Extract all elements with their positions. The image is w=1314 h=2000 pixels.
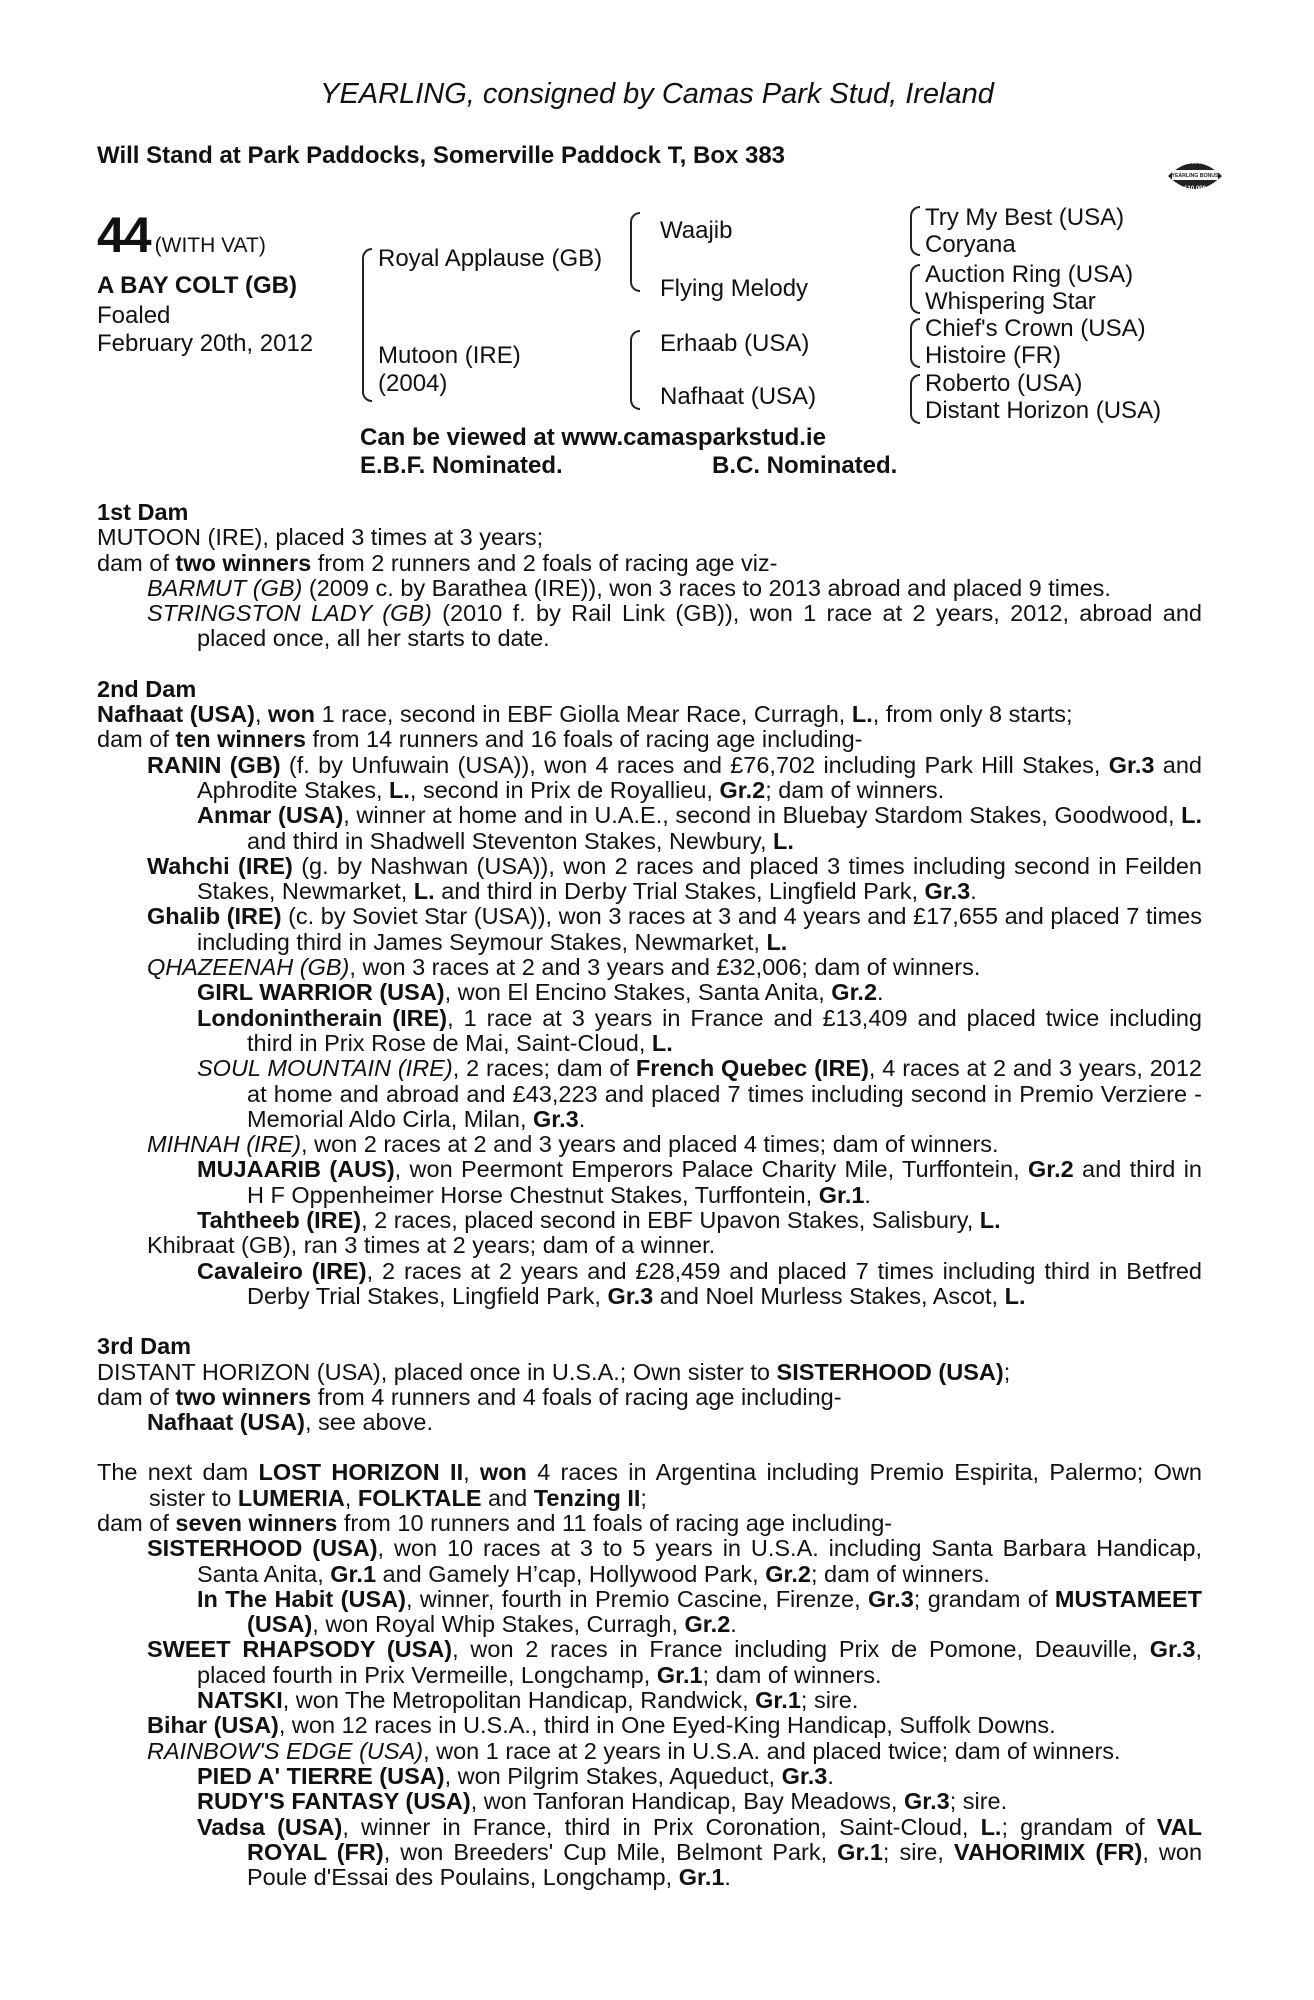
- pedigree-brace-main: [362, 248, 372, 402]
- list-item: Khibraat (GB), ran 3 times at 2 years; dam of a winner.: [147, 1232, 716, 1259]
- third-dam-produce-line: dam of two winners from 4 runners and 4 foals of racing age including-: [97, 1383, 842, 1410]
- horse-name: A BAY COLT (GB): [97, 272, 298, 299]
- badge-amount-text: £10,000: [1184, 186, 1206, 192]
- pedigree-notes: [97, 500, 1202, 1890]
- pedigree-ggs-8: Distant Horizon (USA): [925, 397, 1162, 424]
- pedigree-ggs-1: Try My Best (USA): [925, 204, 1125, 231]
- stand-location: Will Stand at Park Paddocks, Somerville Paddock T, Box 383: [97, 142, 786, 169]
- pedigree-brace-dam: [630, 330, 640, 410]
- list-item: MIHNAH (IRE), won 2 races at 2 and 3 years and placed 4 times; dam of winners.: [147, 1131, 999, 1158]
- second-dam-produce-line: dam of ten winners from 14 runners and 16 foals of racing age including-: [97, 726, 863, 753]
- pedigree-ggs-3: Auction Ring (USA): [925, 261, 1134, 288]
- yearling-bonus-badge-icon: [1164, 146, 1226, 208]
- pedigree-sire: Royal Applause (GB): [378, 245, 603, 272]
- pedigree-ggs-6: Histoire (FR): [925, 342, 1061, 369]
- list-item: Ghalib (IRE) (c. by Soviet Star (USA)), won 3 races at 3 and 4 years and £17,655 and placed 7 times including third in James Seymour Stakes, Newmarket, L.: [147, 903, 1202, 955]
- pedigree-dam-dam: Nafhaat (USA): [660, 383, 817, 410]
- second-dam-line: Nafhaat (USA), won 1 race, second in EBF Giolla Mear Race, Curragh, L., from only 8 starts;: [97, 701, 1073, 728]
- list-item: Anmar (USA), winner at home and in U.A.E., second in Bluebay Stardom Stakes, Goodwood, L. and third in Shadwell Steventon Stakes, Newbury, L.: [197, 802, 1203, 854]
- next-dam-produce-line: dam of seven winners from 10 runners and 11 foals of racing age including-: [97, 1509, 893, 1536]
- lot-number: 44: [97, 207, 151, 263]
- pedigree-dam: Mutoon (IRE): [378, 342, 521, 369]
- pedigree-sire-sire: Waajib: [660, 217, 733, 244]
- list-item: Cavaleiro (IRE), 2 races at 2 years and £28,459 and placed 7 times including third in Betfred Derby Trial Stakes, Lingfield Park, Gr.3 and Noel Murless Stakes, Ascot, L.: [197, 1257, 1202, 1309]
- list-item: QHAZEENAH (GB), won 3 races at 2 and 3 years and £32,006; dam of winners.: [147, 954, 981, 981]
- list-item: PIED A' TIERRE (USA), won Pilgrim Stakes, Aqueduct, Gr.3.: [197, 1762, 834, 1789]
- consignor-heading: YEARLING, consigned by Camas Park Stud, Ireland: [320, 78, 994, 110]
- badge-mid-text: YEARLING BONUS: [1171, 173, 1219, 179]
- list-item: Londonintherain (IRE), 1 race at 3 years in France and £13,409 and placed twice including third in Prix Rose de Mai, Saint-Cloud, L.: [197, 1004, 1203, 1056]
- list-item: STRINGSTON LADY (GB) (2010 f. by Rail Link (GB)), won 1 race at 2 years, 2012, abroad and placed once, all her starts to date.: [147, 600, 1203, 652]
- first-dam-title: 1st Dam: [97, 499, 189, 525]
- pedigree-dam-year: (2004): [378, 370, 448, 397]
- first-dam-produce-line: dam of two winners from 2 runners and 2 foals of racing age viz-: [97, 549, 778, 576]
- next-dam-line: The next dam LOST HORIZON II, won 4 races in Argentina including Premio Espirita, Palermo; Own sister to LUMERIA, FOLKTALE and Tenzing II;: [97, 1459, 1202, 1511]
- lot-vat: (WITH VAT): [154, 234, 266, 257]
- third-dam-line: DISTANT HORIZON (USA), placed once in U.S.A.; Own sister to SISTERHOOD (USA);: [97, 1358, 1011, 1385]
- list-item: In The Habit (USA), winner, fourth in Premio Cascine, Firenze, Gr.3; grandam of MUSTAMEET (USA), won Royal Whip Stakes, Curragh, Gr.2.: [197, 1585, 1202, 1638]
- viewing-note: Can be viewed at www.camasparkstud.ie: [360, 424, 826, 451]
- pedigree-ggs-2: Coryana: [925, 231, 1016, 258]
- lot-header: [97, 206, 266, 264]
- list-item: Bihar (USA), won 12 races in U.S.A., third in One Eyed-King Handicap, Suffolk Downs.: [147, 1712, 1056, 1739]
- list-item: MUJAARIB (AUS), won Peermont Emperors Palace Charity Mile, Turffontein, Gr.2 and third in H F Oppenheimer Horse Chestnut Stakes, Turffontein, Gr.1.: [197, 1156, 1202, 1208]
- bc-nominated: B.C. Nominated.: [712, 452, 898, 479]
- list-item: Nafhaat (USA), see above.: [147, 1409, 434, 1436]
- pedigree-brace-sire: [630, 212, 640, 292]
- list-item: SWEET RHAPSODY (USA), won 2 races in France including Prix de Pomone, Deauville, Gr.3, placed fourth in Prix Vermeille, Longchamp, Gr.1; dam of winners.: [147, 1636, 1202, 1688]
- pedigree-sire-dam: Flying Melody: [660, 275, 809, 302]
- ebf-nominated: E.B.F. Nominated.: [360, 452, 563, 479]
- pedigree-brace-g4: [910, 374, 920, 424]
- second-dam-title: 2nd Dam: [97, 675, 197, 702]
- badge-top-text: RACING POST: [1177, 160, 1213, 166]
- list-item: RUDY'S FANTASY (USA), won Tanforan Handicap, Bay Meadows, Gr.3; sire.: [197, 1788, 1008, 1815]
- pedigree-brace-g3: [910, 318, 920, 368]
- list-item: NATSKI, won The Metropolitan Handicap, Randwick, Gr.1; sire.: [197, 1687, 859, 1714]
- foaled-label: Foaled: [97, 302, 171, 329]
- list-item: GIRL WARRIOR (USA), won El Encino Stakes, Santa Anita, Gr.2.: [197, 979, 884, 1006]
- list-item: SOUL MOUNTAIN (IRE), 2 races; dam of French Quebec (IRE), 4 races at 2 and 3 years, 2012 at home and abroad and £43,223 and placed 7 times including second in Premio Verziere - Memorial Aldo Cirla, Milan, Gr.3.: [197, 1055, 1202, 1132]
- pedigree-ggs-5: Chief's Crown (USA): [925, 315, 1146, 342]
- list-item: BARMUT (GB) (2009 c. by Barathea (IRE)), won 3 races to 2013 abroad and placed 9 times.: [147, 574, 1111, 601]
- pedigree-dam-sire: Erhaab (USA): [660, 330, 810, 357]
- list-item: Vadsa (USA), winner in France, third in Prix Coronation, Saint-Cloud, L.; grandam of VAL ROYAL (FR), won Breeders' Cup Mile, Belmont Park, Gr.1; sire, VAHORIMIX (FR), won Poule d'Essai des Poulains, Longchamp, Gr.1.: [197, 1813, 1203, 1891]
- list-item: Tahtheeb (IRE), 2 races, placed second in EBF Upavon Stakes, Salisbury, L.: [197, 1207, 1001, 1234]
- pedigree-brace-g1: [910, 206, 920, 256]
- list-item: RAINBOW'S EDGE (USA), won 1 race at 2 years in U.S.A. and placed twice; dam of winners.: [147, 1737, 1121, 1764]
- pedigree-ggs-4: Whispering Star: [925, 288, 1096, 315]
- foaled-date: February 20th, 2012: [97, 330, 314, 357]
- pedigree-ggs-7: Roberto (USA): [925, 370, 1083, 397]
- list-item: Wahchi (IRE) (g. by Nashwan (USA)), won 2 races and placed 3 times including second in Feilden Stakes, Newmarket, L. and third in Derby Trial Stakes, Lingfield Park, Gr.3.: [147, 852, 1202, 905]
- first-dam-line: MUTOON (IRE), placed 3 times at 3 years;: [97, 524, 544, 551]
- pedigree-brace-g2: [910, 264, 920, 314]
- list-item: RANIN (GB) (f. by Unfuwain (USA)), won 4 races and £76,702 including Park Hill Stakes, Gr.3 and Aphrodite Stakes, L., second in Prix de Royallieu, Gr.2; dam of winners.: [147, 751, 1202, 803]
- list-item: SISTERHOOD (USA), won 10 races at 3 to 5 years in U.S.A. including Santa Barbara Handicap, Santa Anita, Gr.1 and Gamely H’cap, Hollywood Park, Gr.2; dam of winners.: [147, 1535, 1202, 1587]
- third-dam-title: 3rd Dam: [97, 1333, 192, 1360]
